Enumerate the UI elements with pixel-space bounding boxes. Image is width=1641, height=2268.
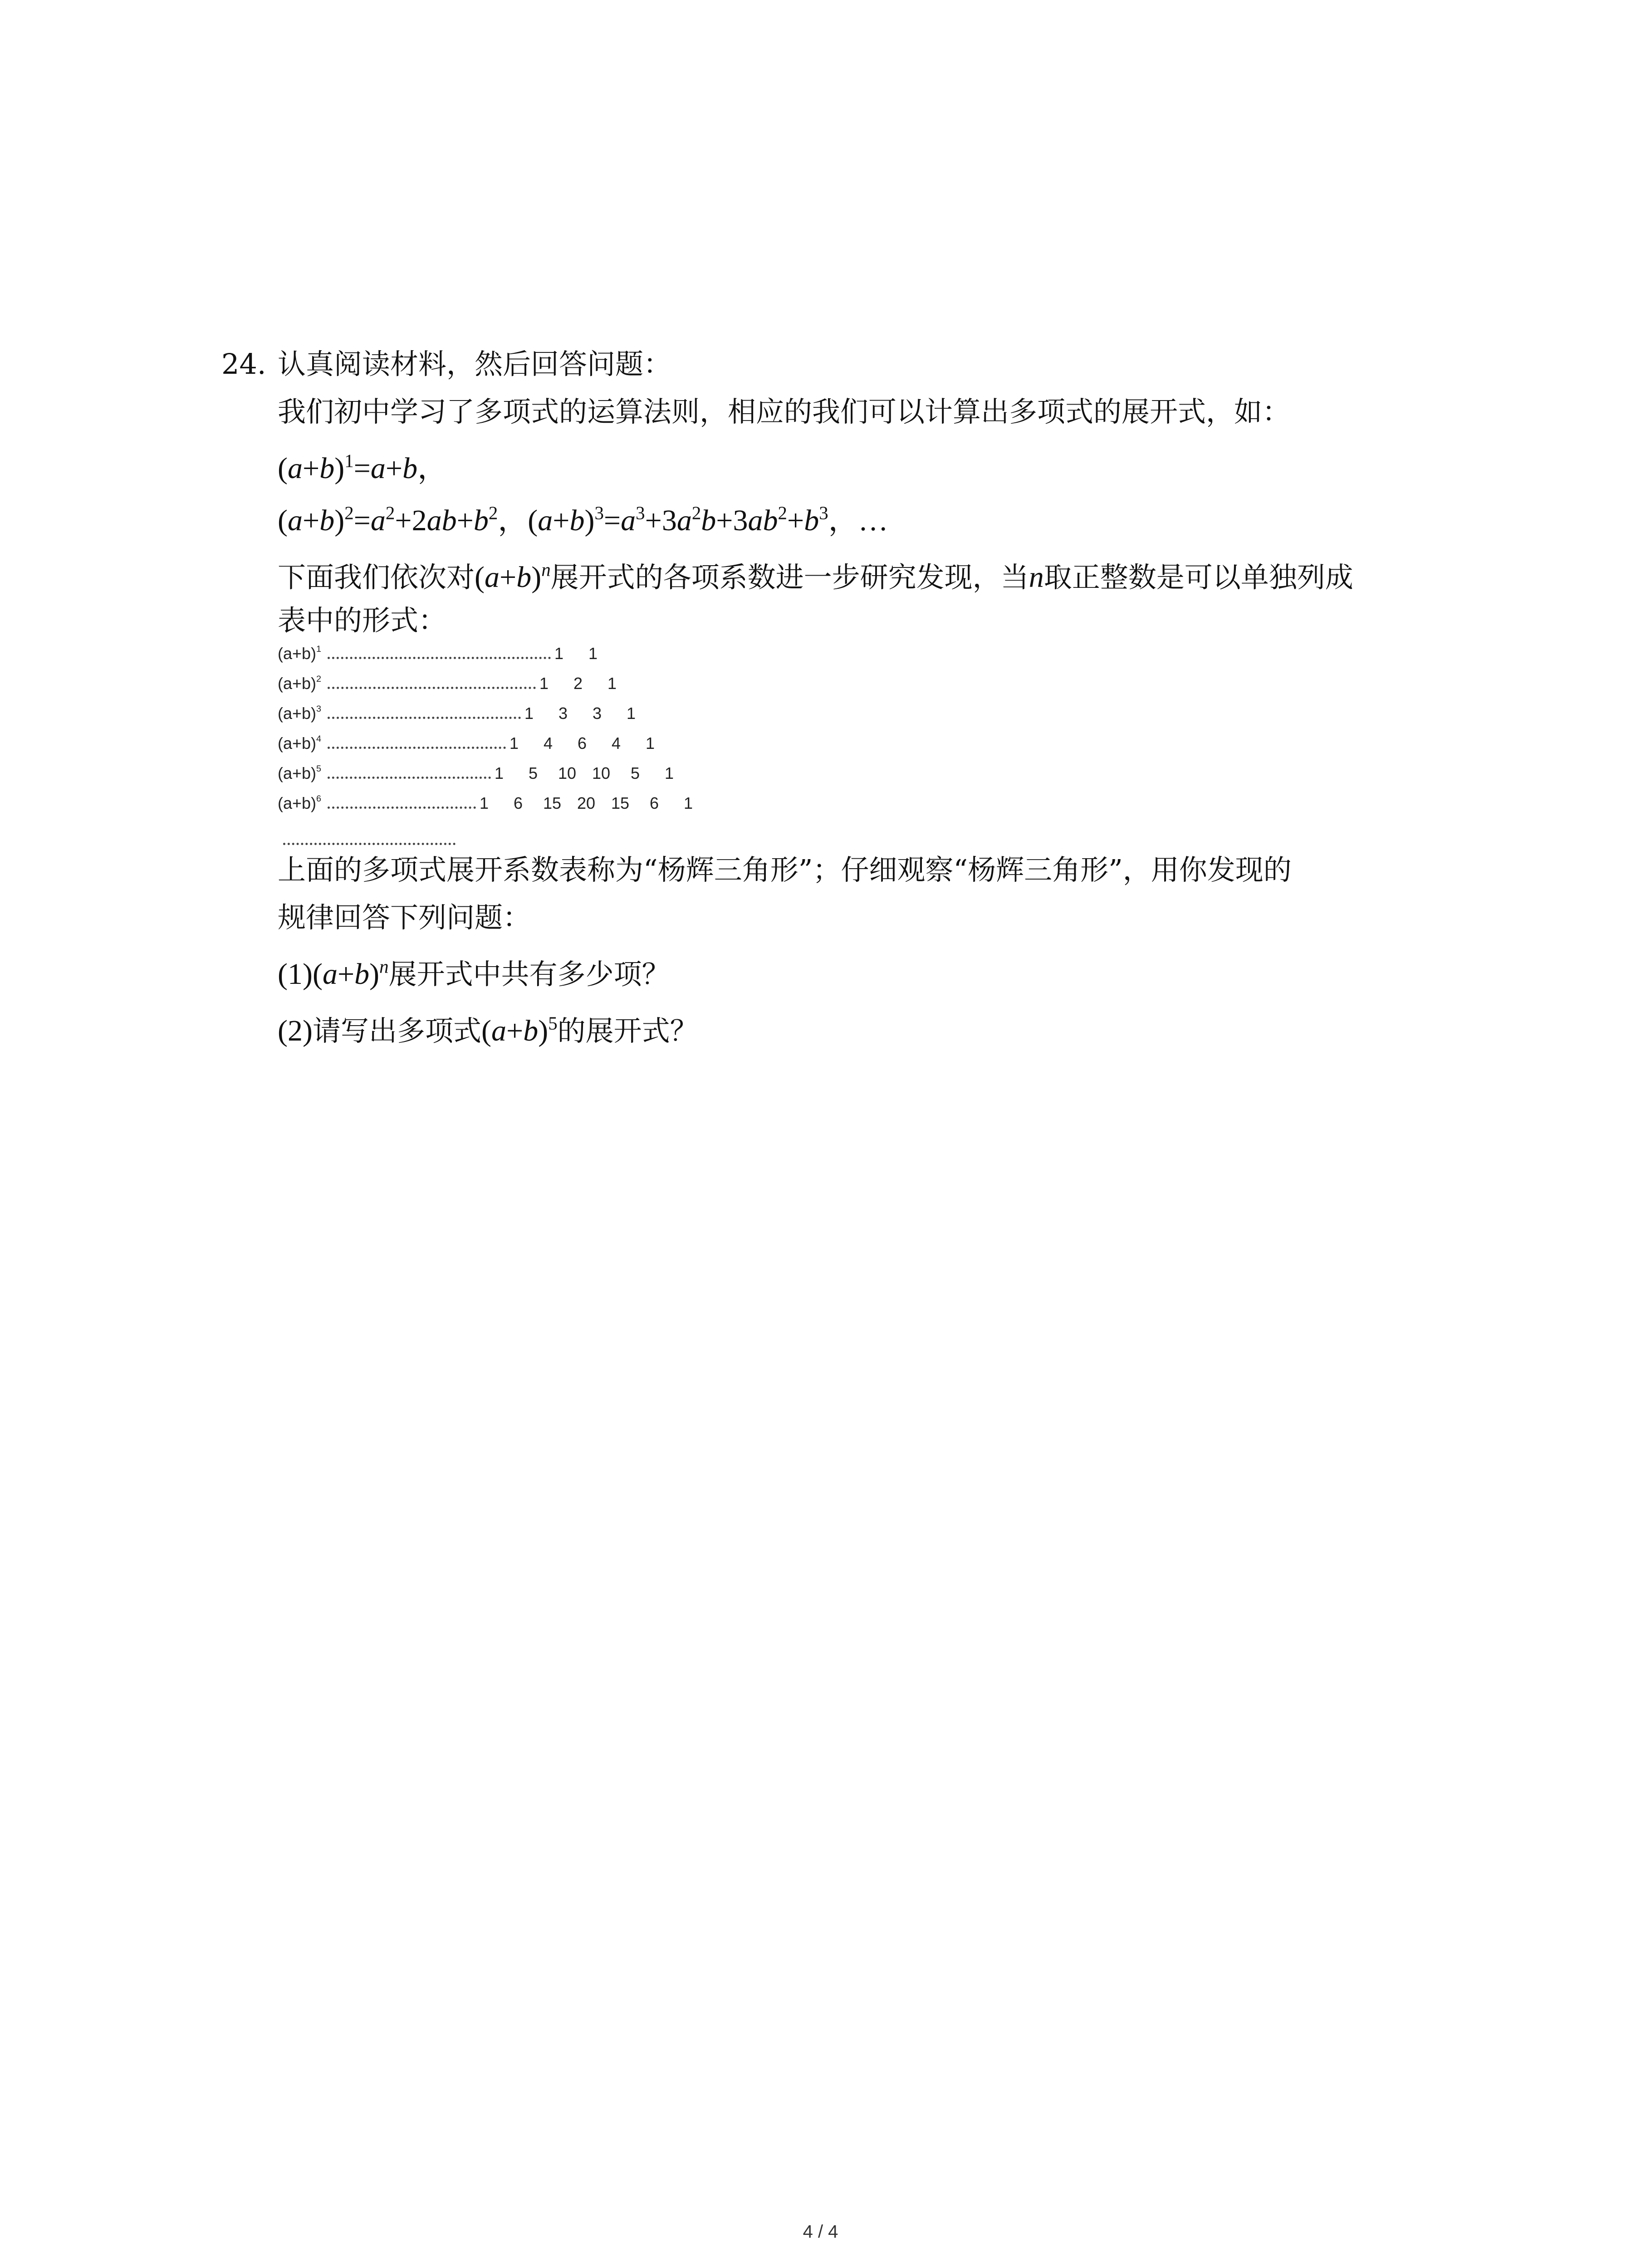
triangle-coefficient: 15: [611, 794, 630, 812]
triangle-coefficient: 6: [514, 794, 523, 812]
triangle-row-label: $(a+b)^2$: [278, 674, 322, 693]
triangle-coefficient: 2: [573, 674, 583, 693]
triangle-coefficient: 15: [543, 794, 562, 812]
triangle-coefficient: 1: [539, 674, 549, 693]
question-number: 24.: [221, 347, 266, 381]
intro-text: 我们初中学习了多项式的运算法则，相应的我们可以计算出多项式的展开式，如：: [278, 395, 1291, 428]
yanghui-triangle: [278, 644, 731, 848]
question-title: 认真阅读材料，然后回答问题：: [278, 347, 672, 381]
triangle-coefficient: 1: [509, 734, 519, 753]
triangle-coefficient: 3: [593, 704, 602, 723]
triangle-row-leader-dots: [328, 687, 536, 689]
triangle-coefficient: 1: [665, 764, 674, 782]
summary-text-line-2: 规律回答下列问题：: [278, 901, 531, 934]
triangle-coefficient: 6: [578, 734, 587, 753]
triangle-row-label: $(a+b)^3$: [278, 704, 322, 723]
triangle-coefficient: 1: [588, 644, 598, 663]
triangle-row-leader-dots: [328, 747, 506, 749]
triangle-row-label: $(a+b)^1$: [278, 644, 322, 663]
triangle-coefficient: 1: [480, 794, 489, 812]
triangle-coefficient: 4: [612, 734, 621, 753]
page-number: 4 / 4: [803, 2222, 838, 2242]
triangle-row-label: $(a+b)^5$: [278, 764, 322, 782]
triangle-coefficient: 1: [524, 704, 534, 723]
triangle-coefficient: 10: [558, 764, 577, 782]
triangle-coefficient: 1: [607, 674, 617, 693]
triangle-row-leader-dots: [328, 807, 476, 809]
triangle-continuation-dots: [283, 843, 456, 845]
triangle-coefficient: 4: [544, 734, 553, 753]
study-text-line-2: 表中的形式：: [278, 604, 447, 637]
triangle-coefficient: 6: [650, 794, 659, 812]
triangle-coefficient: 20: [577, 794, 596, 812]
triangle-coefficient: 1: [495, 764, 504, 782]
expansion-1: $(a+b)^1=a+b$，: [278, 450, 448, 485]
expansion-2-3: $(a+b)^2=a^2+2ab+b^2$，$(a+b)^3=a^3+3a^2b+3ab^2+b^3$，…: [278, 503, 888, 537]
sub-question-2: (2)请写出多项式$(a+b)^5$的展开式？: [278, 1013, 698, 1047]
sub-question-1: $(1)(a+b)^n$展开式中共有多少项？: [278, 956, 670, 991]
triangle-coefficient: 5: [631, 764, 640, 782]
triangle-row-leader-dots: [328, 657, 551, 659]
triangle-coefficient: 10: [592, 764, 611, 782]
triangle-coefficient: 1: [627, 704, 636, 723]
triangle-row-label: $(a+b)^6$: [278, 794, 322, 812]
triangle-coefficient: 1: [554, 644, 564, 663]
triangle-row-leader-dots: [328, 717, 521, 719]
study-text-line-1: 下面我们依次对$(a+b)^n$展开式的各项系数进一步研究发现，当n取正整数是可以单独列成: [278, 559, 1353, 594]
summary-text-line-1: 上面的多项式展开系数表称为“杨辉三角形”；仔细观察“杨辉三角形”，用你发现的: [278, 853, 1292, 886]
triangle-coefficient: 1: [684, 794, 693, 812]
triangle-row-label: $(a+b)^4$: [278, 734, 322, 753]
triangle-coefficient: 5: [529, 764, 538, 782]
triangle-coefficient: 3: [558, 704, 568, 723]
triangle-row-leader-dots: [328, 777, 491, 779]
triangle-coefficient: 1: [646, 734, 655, 753]
